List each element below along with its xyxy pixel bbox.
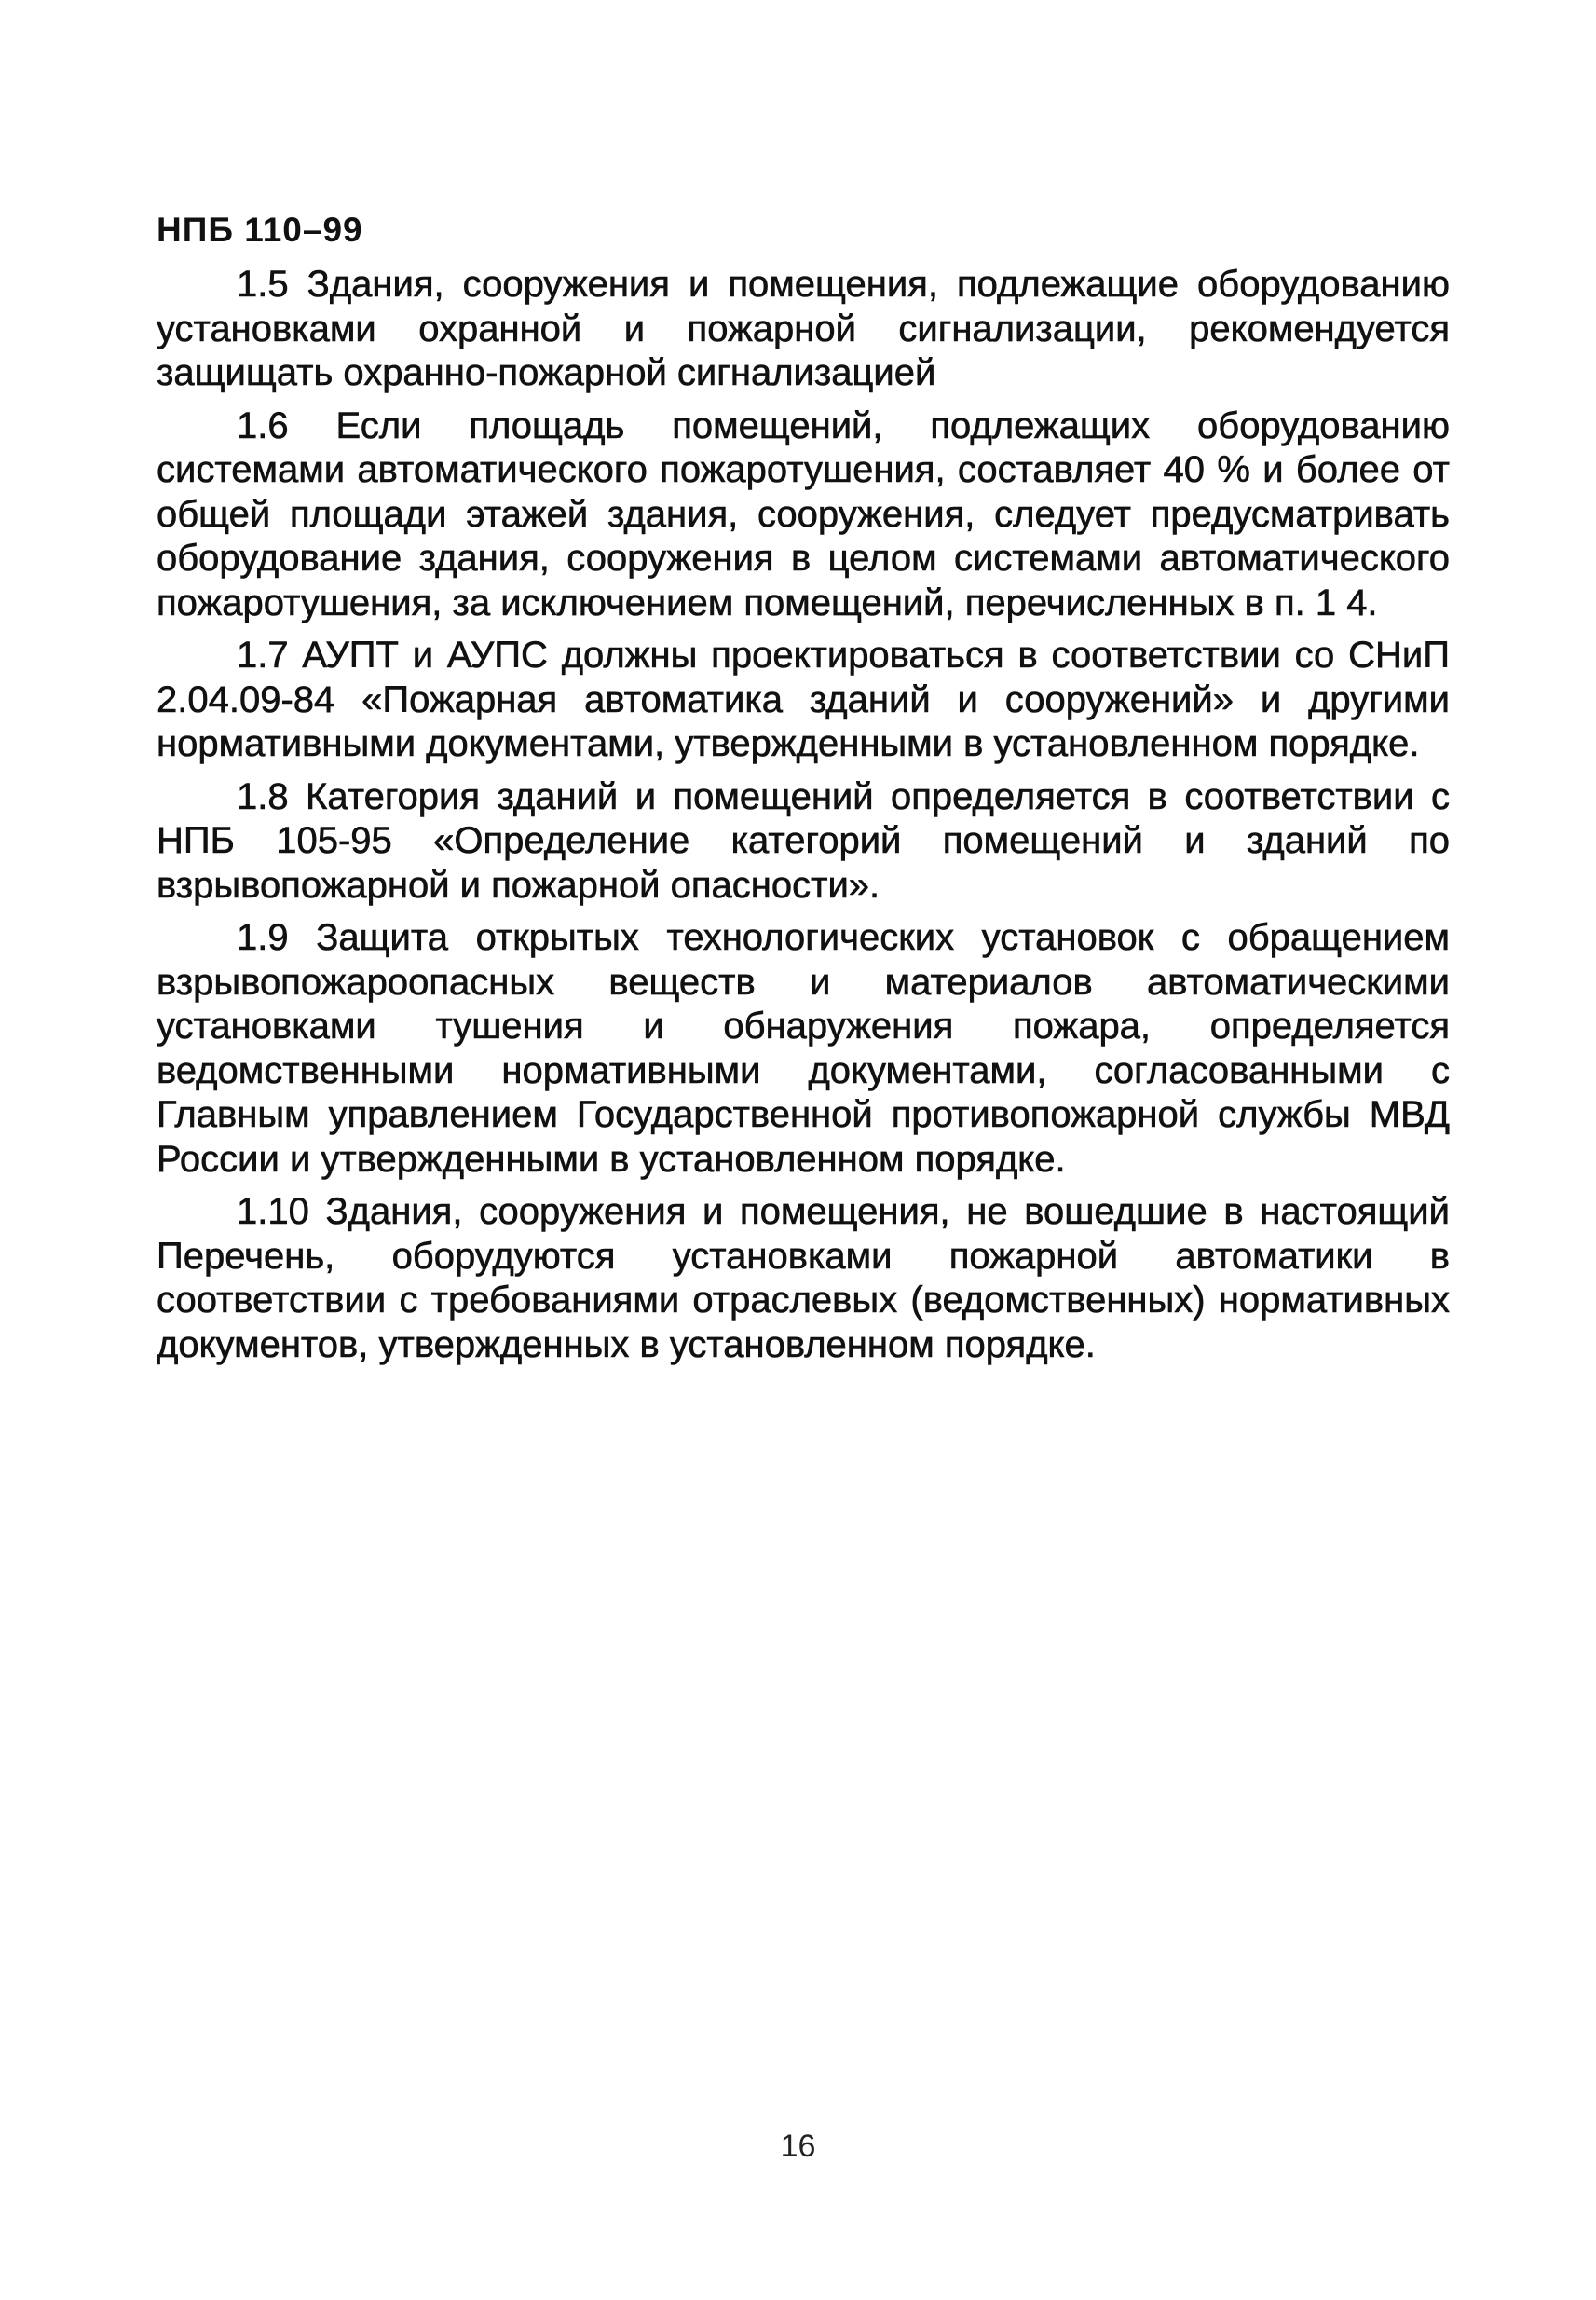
document-code-header: НПБ 110–99 — [157, 211, 363, 249]
page-number: 16 — [780, 2129, 816, 2164]
paragraph-1-5: 1.5 Здания, сооружения и помещения, подлежащие оборудованию установками охранной и пожарной сигнализации, рекомендуется защищать охранно-пожарной сигнализацией — [157, 264, 1450, 393]
document-body — [157, 263, 1450, 1376]
paragraph-1-9: 1.9 Защита открытых технологических установок с обращением взрывопожароопасных веществ и материалов автоматическими установками тушения и обнаружения пожара, определяется ведомственными нормативными документами, согласованными с Главным управлением Государственной противопожарной службы МВД России и утвержденными в установленном порядке. — [157, 917, 1450, 1180]
paragraph-1-7: 1.7 АУПТ и АУПС должны проектироваться в соответствии со СНиП 2.04.09-84 «Пожарная автоматика зданий и сооружений» и другими нормативными документами, утвержденными в установленном порядке. — [157, 635, 1450, 764]
paragraph-1-8: 1.8 Категория зданий и помещений определяется в соответствии с НПБ 105-95 «Определение категорий помещений и зданий по взрывопожарной и пожарной опасности». — [157, 775, 1450, 906]
paragraph-1-10: 1.10 Здания, сооружения и помещения, не вошедшие в настоящий Перечень, оборудуются установками пожарной автоматики в соответствии с требованиями отраслевых (ведомственных) нормативных документов, утвержденных в установленном порядке. — [157, 1191, 1450, 1365]
paragraph-1-6: 1.6 Если площадь помещений, подлежащих оборудованию системами автоматического пожаротушения, составляет 40 % и более от общей площади этажей здания, сооружения, следует предусматривать оборудование здания, сооружения в целом системами автоматического пожаротушения, за исключением помещений, перечисленных в п. 1 4. — [157, 404, 1450, 623]
